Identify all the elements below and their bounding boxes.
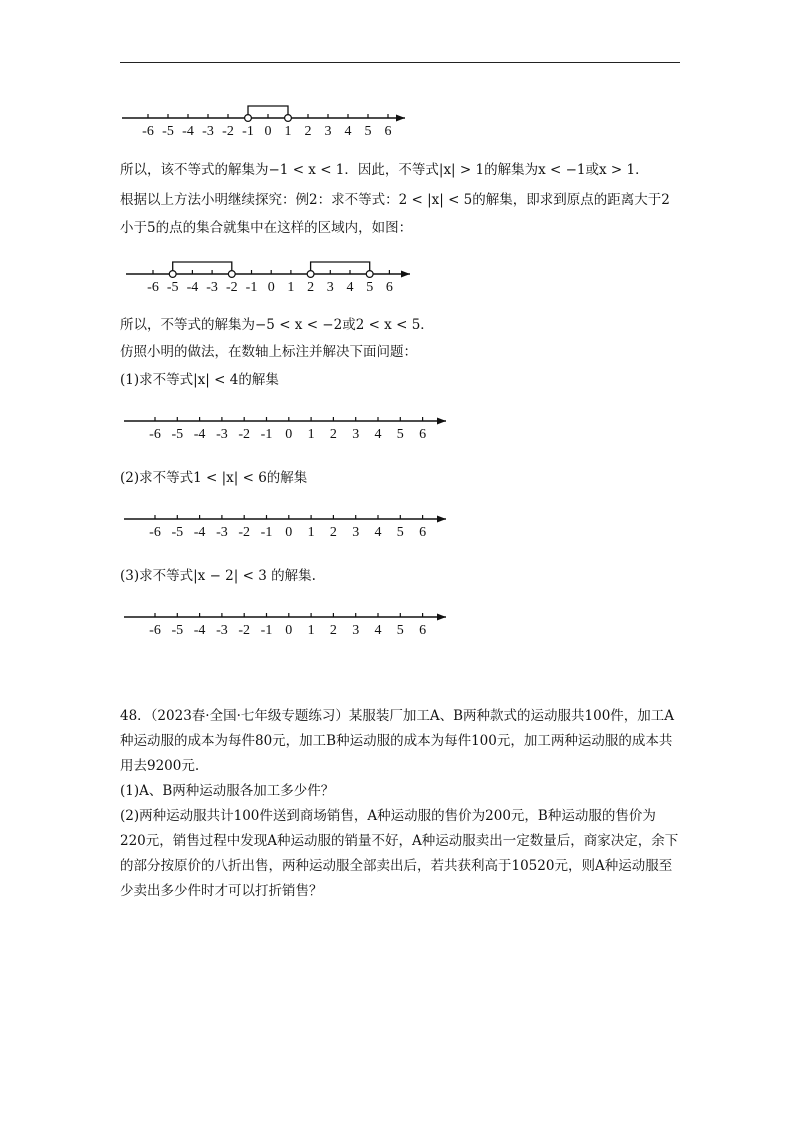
axis-tick-label: 0 — [264, 124, 272, 139]
axis-tick-label: -2 — [225, 280, 238, 295]
axis-tick-label: 5 — [396, 623, 404, 638]
number-line-5 — [0, 606, 800, 646]
axis-tick-label: 4 — [374, 427, 382, 442]
axis-tick-label: -2 — [238, 525, 251, 540]
arrow-icon — [437, 614, 446, 621]
axis-tick-label: -1 — [245, 280, 258, 295]
problem-48 — [120, 704, 680, 904]
axis-tick-label: -4 — [193, 623, 206, 638]
axis-tick-label: -4 — [193, 427, 206, 442]
arrow-icon — [396, 115, 405, 122]
axis-tick-label: 3 — [352, 427, 360, 442]
axis-tick-label: -2 — [222, 124, 234, 139]
problem-48-part-2: (2)两种运动服共计100件送到商场销售，A种运动服的售价为200元，B种运动服的售价为220元，销售过程中发现A种运动服的销量不好，A种运动服卖出一定数量后，商家决定，余下的部分按原价的八折出售，两种运动服全部卖出后，若共获利高于10520元，则A种运动服至少卖出多少件时才可以打折销售？ — [120, 808, 679, 899]
axis-tick-label: -2 — [238, 427, 251, 442]
arrow-icon — [437, 516, 446, 523]
question-3: (3)求不等式|x − 2| < 3 的解集. — [120, 568, 316, 584]
number-line-3 — [0, 410, 800, 450]
axis-tick-label: -1 — [260, 623, 273, 638]
axis-tick-label: -5 — [171, 525, 184, 540]
axis-tick-label: 5 — [366, 280, 374, 295]
axis-tick-label: -3 — [202, 124, 214, 139]
arrow-icon — [437, 418, 446, 425]
axis-tick-label: 4 — [346, 280, 354, 295]
header-rule — [120, 62, 680, 63]
open-endpoint — [245, 115, 252, 122]
problem-48-stem: 48．（2023春·全国·七年级专题练习）某服装厂加工A、B两种款式的运动服共100件，加工A种运动服的成本为每件80元，加工B种运动服的成本为每件100元，加工两种运动服的成本共用去9200元. — [120, 708, 675, 774]
solution-bracket — [173, 262, 232, 274]
axis-tick-label: 3 — [326, 280, 334, 295]
text-line: 小于5的点的集合就集中在这样的区域内，如图： — [120, 220, 413, 236]
axis-tick-label: 5 — [396, 427, 404, 442]
axis-tick-label: 5 — [364, 124, 372, 139]
axis-tick-label: 2 — [307, 280, 315, 295]
axis-tick-label: -5 — [171, 623, 184, 638]
text-line: 所以，不等式的解集为−5 < x < −2或2 < x < 5． — [120, 317, 434, 333]
text-line: 根据以上方法小明继续探究：例2：求不等式：2 < |x| < 5的解集，即求到原点的距离大于2 — [120, 192, 670, 208]
axis-tick-label: 0 — [285, 427, 293, 442]
axis-tick-label: -5 — [171, 427, 184, 442]
axis-tick-label: 0 — [285, 525, 293, 540]
axis-tick-label: -3 — [216, 525, 228, 540]
axis-tick-label: 2 — [329, 427, 337, 442]
axis-tick-label: 3 — [352, 525, 360, 540]
open-endpoint — [169, 271, 176, 278]
axis-tick-label: 1 — [284, 124, 292, 139]
axis-tick-label: -6 — [149, 427, 161, 442]
axis-tick-label: 2 — [329, 623, 337, 638]
question-2: (2)求不等式1 < |x| < 6的解集 — [120, 470, 308, 486]
axis-tick-label: 4 — [374, 623, 382, 638]
open-endpoint — [307, 271, 314, 278]
axis-tick-label: 6 — [419, 427, 427, 442]
axis-tick-label: -5 — [162, 124, 174, 139]
axis-tick-label: 1 — [287, 280, 295, 295]
axis-tick-label: 5 — [396, 525, 404, 540]
axis-tick-label: -6 — [149, 525, 161, 540]
axis-tick-label: 4 — [344, 124, 352, 139]
axis-tick-label: -1 — [260, 427, 273, 442]
axis-tick-label: -6 — [147, 280, 159, 295]
axis-tick-label: 1 — [307, 623, 315, 638]
axis-tick-label: 3 — [324, 124, 332, 139]
axis-tick-label: -6 — [149, 623, 161, 638]
number-line-4 — [0, 508, 800, 548]
solution-bracket — [311, 262, 370, 274]
axis-tick-label: -5 — [166, 280, 179, 295]
number-line-2 — [0, 246, 800, 296]
axis-tick-label: 6 — [385, 280, 393, 295]
text-line: 仿照小明的做法，在数轴上标注并解决下面问题： — [120, 344, 417, 360]
axis-tick-label: -3 — [206, 280, 218, 295]
axis-tick-label: -3 — [216, 623, 228, 638]
axis-tick-label: 1 — [307, 427, 315, 442]
axis-tick-label: 6 — [384, 124, 392, 139]
axis-tick-label: 0 — [285, 623, 293, 638]
axis-tick-label: 6 — [419, 525, 427, 540]
axis-tick-label: 3 — [352, 623, 360, 638]
number-line-1 — [0, 100, 800, 140]
axis-tick-label: -4 — [186, 280, 199, 295]
open-endpoint — [366, 271, 373, 278]
text-line: 所以，该不等式的解集为−1 < x < 1．因此，不等式|x| > 1的解集为x < −1或x > 1． — [120, 162, 649, 178]
axis-tick-label: -1 — [260, 525, 273, 540]
axis-tick-label: -6 — [142, 124, 154, 139]
axis-tick-label: -4 — [182, 124, 194, 139]
axis-tick-label: 1 — [307, 525, 315, 540]
open-endpoint — [228, 271, 235, 278]
axis-tick-label: -4 — [193, 525, 206, 540]
axis-tick-label: 4 — [374, 525, 382, 540]
axis-tick-label: 2 — [304, 124, 312, 139]
axis-tick-label: 6 — [419, 623, 427, 638]
axis-tick-label: 0 — [267, 280, 275, 295]
axis-tick-label: -1 — [242, 124, 254, 139]
axis-tick-label: -2 — [238, 623, 251, 638]
problem-48-part-1: (1)A、B两种运动服各加工多少件？ — [120, 783, 335, 799]
axis-tick-label: 2 — [329, 525, 337, 540]
arrow-icon — [401, 271, 410, 278]
open-endpoint — [285, 115, 292, 122]
question-1: (1)求不等式|x| < 4的解集 — [120, 372, 279, 388]
axis-tick-label: -3 — [216, 427, 228, 442]
